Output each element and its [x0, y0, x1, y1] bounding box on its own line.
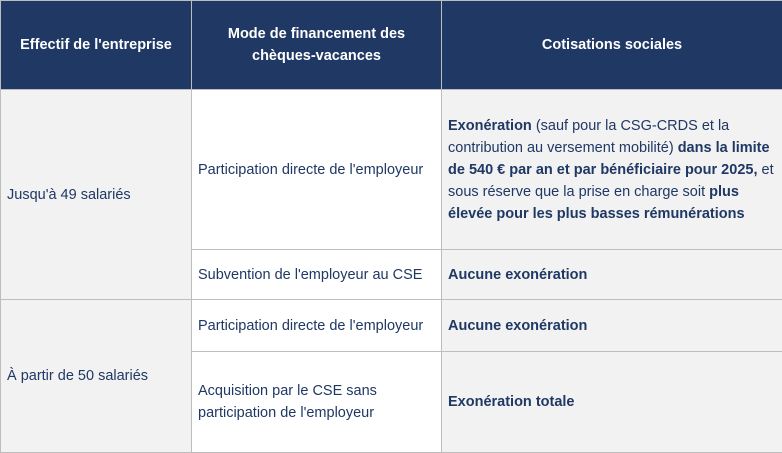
financing-mode-cell: Subvention de l'employeur au CSE — [192, 250, 442, 300]
contribution-text-bold: plus élevée pour les plus basses rémunérations — [448, 184, 745, 222]
contribution-text-bold: dans la limite de 540 € par an et par bénéficiaire pour 2025, — [448, 140, 770, 178]
social-contribution-cell — [442, 90, 782, 250]
financing-mode-cell: Participation directe de l'employeur — [192, 300, 442, 352]
contribution-text-bold: Aucune exonération — [448, 267, 587, 283]
contribution-text: et sous réserve que la prise en charge soit — [448, 162, 774, 200]
header-social-contributions: Cotisations sociales — [442, 1, 782, 90]
contribution-text-bold: Exonération totale — [448, 394, 575, 410]
table-row — [1, 90, 782, 250]
contribution-text: (sauf pour la CSG-CRDS et la contribution au versement mobilité) — [448, 118, 729, 156]
contribution-text-bold: Exonération — [448, 118, 532, 134]
header-company-size: Effectif de l'entreprise — [1, 1, 192, 90]
social-contribution-cell — [442, 250, 782, 300]
social-contribution-cell — [442, 300, 782, 352]
header-financing-mode: Mode de financement des chèques-vacances — [192, 1, 442, 90]
table-row — [1, 300, 782, 352]
financing-mode-cell: Acquisition par le CSE sans participation de l'employeur — [192, 352, 442, 453]
header-row — [1, 1, 782, 90]
company-size-cell: Jusqu'à 49 salariés — [1, 90, 192, 300]
social-contribution-cell — [442, 352, 782, 453]
contribution-text-bold: Aucune exonération — [448, 318, 587, 334]
financing-mode-cell: Participation directe de l'employeur — [192, 90, 442, 250]
company-size-cell: À partir de 50 salariés — [1, 300, 192, 453]
